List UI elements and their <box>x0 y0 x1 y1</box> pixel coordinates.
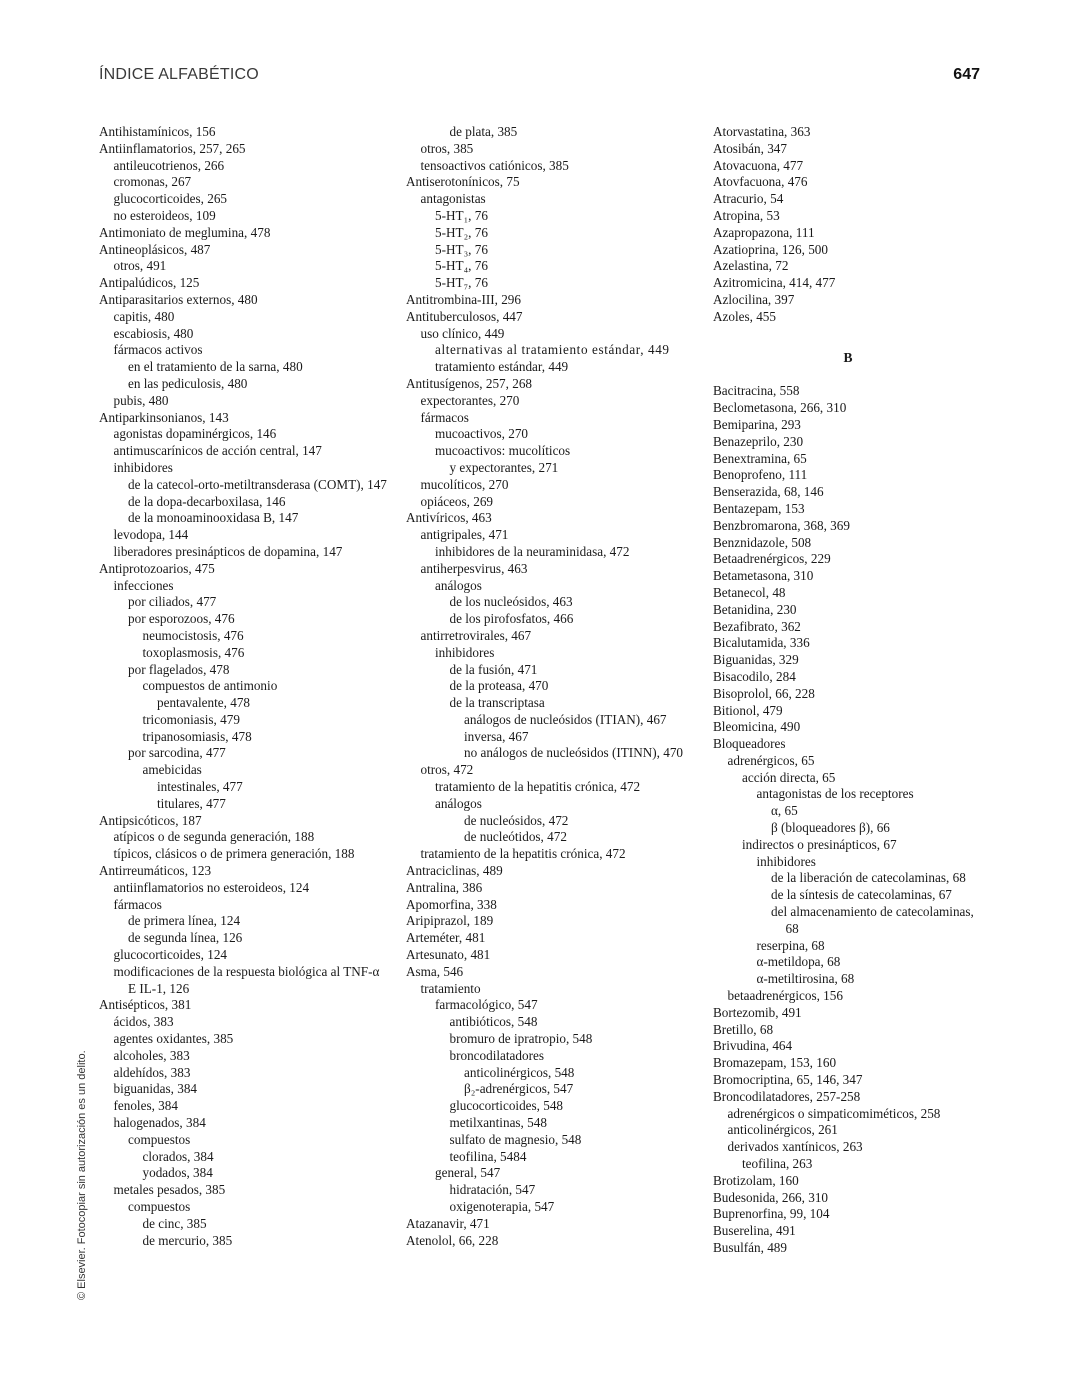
index-entry: Antirreumáticos, 123 <box>99 863 212 879</box>
index-entry: Bloqueadores <box>713 736 786 752</box>
index-entry: hidratación, 547 <box>449 1182 536 1198</box>
index-entry: Bitionol, 479 <box>713 702 783 718</box>
index-entry: intestinales, 477 <box>157 779 243 795</box>
index-entry: tripanosomiasis, 478 <box>142 728 252 744</box>
index-entry: de la catecol-orto-metiltransderasa (COMT), 147 <box>128 476 387 492</box>
index-entry: antiinflamatorios no esteroideos, 124 <box>113 879 310 895</box>
page-number: 647 <box>953 66 980 83</box>
index-entry: tratamiento <box>420 980 481 996</box>
index-entry: expectorantes, 270 <box>420 392 520 408</box>
index-entry: alternativas al tratamiento estándar, 449 <box>435 342 670 358</box>
index-entry: de mercurio, 385 <box>142 1232 233 1248</box>
index-entry: Biguanidas, 329 <box>713 652 799 668</box>
index-entry: Azapropazona, 111 <box>713 224 815 240</box>
index-entry: inversa, 467 <box>464 728 529 744</box>
index-entry: Benznidazole, 508 <box>713 534 812 550</box>
index-entry: de la liberación de catecolaminas, 68 <box>771 870 966 886</box>
index-entry: no esteroideos, 109 <box>113 207 216 223</box>
index-entry: Benextramina, 65 <box>713 450 807 466</box>
index-entry: Benzbromarona, 368, 369 <box>713 517 850 533</box>
index-entry: Antiinflamatorios, 257, 265 <box>99 140 246 156</box>
index-entry: bromuro de ipratropio, 548 <box>449 1031 593 1047</box>
index-entry: infecciones <box>113 577 174 593</box>
index-entry: Antitrombina-III, 296 <box>406 291 521 307</box>
index-entry: de segunda línea, 126 <box>128 930 243 946</box>
index-entry: aldehídos, 383 <box>113 1064 191 1080</box>
index-entry: por ciliados, 477 <box>128 594 217 610</box>
index-entry: Buprenorfina, 99, 104 <box>713 1206 830 1222</box>
index-entry: sulfato de magnesio, 548 <box>449 1131 582 1147</box>
index-entry: Antitusígenos, 257, 268 <box>406 375 533 391</box>
index-entry: Antiparasitarios externos, 480 <box>99 291 258 307</box>
index-entry: metales pesados, 385 <box>113 1182 226 1198</box>
index-entry: Benserazida, 68, 146 <box>713 484 824 500</box>
index-entry: Antiprotozoarios, 475 <box>99 560 215 576</box>
index-entry: mucoactivos, 270 <box>435 426 529 442</box>
index-entry: Antivíricos, 463 <box>406 510 492 526</box>
index-entry: de la transcriptasa <box>449 695 545 711</box>
index-entry: oxigenoterapia, 547 <box>449 1199 555 1214</box>
index-entry: Atovacuona, 477 <box>713 157 804 173</box>
index-entry: metilxantinas, 548 <box>449 1115 547 1131</box>
index-entry: fármacos activos <box>113 342 203 358</box>
index-entry: capitis, 480 <box>113 308 175 324</box>
index-entry: Bentazepam, 153 <box>713 500 805 516</box>
index-entry: opiáceos, 269 <box>420 493 494 509</box>
index-entry: biguanidas, 384 <box>113 1081 198 1097</box>
index-entry: y expectorantes, 271 <box>449 459 559 475</box>
index-entry: Asma, 546 <box>406 963 464 979</box>
index-entry: fenoles, 384 <box>113 1098 178 1114</box>
index-entry: Bacitracina, 558 <box>713 383 800 399</box>
index-entry: 5-HT₁, 76 <box>435 207 488 223</box>
index-entry: de cinc, 385 <box>142 1215 207 1231</box>
index-entry: compuestos <box>128 1131 191 1147</box>
index-entry: antimuscarínicos de acción central, 147 <box>113 443 322 459</box>
index-entry: antagonistas <box>420 191 486 207</box>
index-entry: glucocorticoides, 548 <box>449 1098 564 1114</box>
index-entry: teofilina, 5484 <box>449 1148 527 1164</box>
index-entry: toxoplasmosis, 476 <box>142 644 245 660</box>
index-entry: betaadrenérgicos, 156 <box>727 988 843 1004</box>
index-entry: β₂-adrenérgicos, 547 <box>464 1081 574 1097</box>
index-entry: no análogos de nucleósidos (ITINN), 470 <box>464 745 684 761</box>
index-entry: Atazanavir, 471 <box>406 1215 490 1231</box>
section-letter: B <box>843 349 853 365</box>
index-entry: otros, 472 <box>420 762 474 778</box>
index-entry: broncodilatadores <box>449 1047 544 1063</box>
index-entry: Azelastina, 72 <box>713 258 789 274</box>
index-entry: otros, 491 <box>113 258 167 274</box>
index-entry: de la fusión, 471 <box>449 661 538 677</box>
index-entry: análogos <box>435 577 482 593</box>
index-entry: del almacenamiento de catecolaminas, 68 <box>771 904 974 936</box>
index-entry: yodados, 384 <box>142 1165 213 1181</box>
index-entry: tensoactivos catiónicos, 385 <box>420 157 569 173</box>
index-entry: 5-HT₇, 76 <box>435 275 488 291</box>
index-entry: Bemiparina, 293 <box>713 416 801 432</box>
index-entry: compuestos <box>128 1199 191 1214</box>
index-entry: pubis, 480 <box>113 392 169 408</box>
index-entry: Azlocilina, 397 <box>713 291 795 307</box>
index-entry: Aripiprazol, 189 <box>406 913 494 929</box>
index-entry: típicos, clásicos o de primera generación, 188 <box>113 846 355 862</box>
index-entry: adrenérgicos o simpaticomiméticos, 258 <box>727 1105 941 1121</box>
index-entry: Bretillo, 68 <box>713 1021 774 1037</box>
index-entry: Benoprofeno, 111 <box>713 467 808 483</box>
index-entry: alcoholes, 383 <box>113 1047 190 1063</box>
index-entry: β (bloqueadores β), 66 <box>771 820 890 836</box>
index-entry: anticolinérgicos, 261 <box>727 1122 838 1138</box>
index-entry: α-metildopa, 68 <box>756 954 841 970</box>
index-entry: Brivudina, 464 <box>713 1038 793 1054</box>
index-entry: agentes oxidantes, 385 <box>113 1031 234 1047</box>
index-entry: Betanecol, 48 <box>713 584 786 600</box>
index-entry: general, 547 <box>435 1165 501 1181</box>
index-entry: mucolíticos, 270 <box>420 476 509 492</box>
index-entry: en el tratamiento de la sarna, 480 <box>128 359 303 375</box>
index-entry: de nucleósidos, 472 <box>464 812 569 828</box>
index-entry: Bisacodilo, 284 <box>713 668 796 684</box>
index-entry: antibióticos, 548 <box>449 1014 538 1030</box>
index-entry: 5-HT₃, 76 <box>435 241 488 257</box>
index-entry: Betametasona, 310 <box>713 568 814 584</box>
index-entry: Budesonida, 266, 310 <box>713 1189 829 1205</box>
index-entry: tricomoniasis, 479 <box>142 711 240 727</box>
index-entry: Antralina, 386 <box>406 879 483 895</box>
index-entry: Antiparkinsonianos, 143 <box>99 409 229 425</box>
index-entry: inhibidores <box>435 644 495 660</box>
index-entry: tratamiento estándar, 449 <box>435 359 569 375</box>
index-entry: Apomorfina, 338 <box>406 896 497 912</box>
index-entry: Bromazepam, 153, 160 <box>713 1055 837 1071</box>
index-entry: derivados xantínicos, 263 <box>727 1139 863 1155</box>
index-entry: antagonistas de los receptores <box>756 786 914 802</box>
index-entry: antirretrovirales, 467 <box>420 627 532 643</box>
index-entry: por flagelados, 478 <box>128 661 230 677</box>
index-entry: antileucotrienos, 266 <box>113 157 225 173</box>
index-entry: Atenolol, 66, 228 <box>406 1232 499 1248</box>
index-entry: de la proteasa, 470 <box>449 678 549 694</box>
index-entry: Antineoplásicos, 487 <box>99 241 211 257</box>
index-entry: farmacológico, 547 <box>435 997 538 1013</box>
index-entry: Antituberculosos, 447 <box>406 308 523 324</box>
index-entry: fármacos <box>420 409 469 425</box>
index-entry: acción directa, 65 <box>742 769 836 785</box>
index-entry: neumocistosis, 476 <box>142 627 244 643</box>
index-entry: Azoles, 455 <box>713 308 776 324</box>
index-entry: Antihistamínicos, 156 <box>99 124 216 139</box>
index-entry: modificaciones de la respuesta biológica al TNF-α E IL-1, 126 <box>113 963 380 996</box>
index-entry: de nucleótidos, 472 <box>464 829 567 845</box>
index-entry: reserpina, 68 <box>756 937 825 953</box>
index-entry: Buserelina, 491 <box>713 1223 796 1239</box>
index-entry: clorados, 384 <box>142 1148 214 1164</box>
index-entry: Betaadrenérgicos, 229 <box>713 551 831 567</box>
index-entry: anticolinérgicos, 548 <box>464 1064 575 1080</box>
index-entry: Antimoniato de meglumina, 478 <box>99 224 271 240</box>
index-entry: amebicidas <box>142 762 202 778</box>
index-entry: de los nucleósidos, 463 <box>449 594 573 610</box>
index-entry: Bromocriptina, 65, 146, 347 <box>713 1072 863 1088</box>
index-entry: adrenérgicos, 65 <box>727 752 815 768</box>
index-entry: glucocorticoides, 124 <box>113 947 228 963</box>
index-entry: Antipalúdicos, 125 <box>99 275 200 291</box>
index-entry: agonistas dopaminérgicos, 146 <box>113 426 277 442</box>
index-entry: Broncodilatadores, 257-258 <box>713 1088 861 1104</box>
index-entry: levodopa, 144 <box>113 527 189 543</box>
index-entry: pentavalente, 478 <box>157 695 251 711</box>
index-column-2 <box>406 124 696 1249</box>
index-entry: inhibidores <box>756 853 816 869</box>
index-entry: Azitromicina, 414, 477 <box>713 275 836 291</box>
index-entry: ácidos, 383 <box>113 1014 174 1030</box>
index-entry: Atracurio, 54 <box>713 191 784 207</box>
index-entry: Antisépticos, 381 <box>99 997 192 1013</box>
index-entry: tratamiento de la hepatitis crónica, 472 <box>435 779 641 795</box>
index-entry: α-metiltirosina, 68 <box>756 971 855 987</box>
index-entry: Antraciclinas, 489 <box>406 863 503 879</box>
index-entry: por sarcodina, 477 <box>128 745 226 761</box>
index-entry: antigripales, 471 <box>420 527 509 543</box>
index-entry: Busulfán, 489 <box>713 1240 787 1255</box>
index-entry: 5-HT₄, 76 <box>435 258 488 274</box>
index-entry: Artesunato, 481 <box>406 947 491 963</box>
index-entry: Atosibán, 347 <box>713 140 787 156</box>
index-entry: uso clínico, 449 <box>420 325 505 341</box>
index-entry: en las pediculosis, 480 <box>128 375 248 391</box>
index-entry: tratamiento de la hepatitis crónica, 472 <box>420 846 626 862</box>
index-entry: Bicalutamida, 336 <box>713 635 810 651</box>
index-entry: Azatioprina, 126, 500 <box>713 241 828 257</box>
index-entry: de la dopa-decarboxilasa, 146 <box>128 493 286 509</box>
index-entry: Atropina, 53 <box>713 207 780 223</box>
index-entry: análogos de nucleósidos (ITIAN), 467 <box>464 711 667 727</box>
index-entry: escabiosis, 480 <box>113 325 194 341</box>
index-entry: Betanidina, 230 <box>713 601 797 617</box>
index-entry: de plata, 385 <box>449 124 518 139</box>
index-entry: Atovfacuona, 476 <box>713 174 808 190</box>
index-column-3 <box>713 124 983 1257</box>
index-entry: 5-HT₂, 76 <box>435 224 488 240</box>
index-entry: Brotizolam, 160 <box>713 1172 799 1188</box>
index-entry: Beclometasona, 266, 310 <box>713 400 847 416</box>
index-column-1 <box>99 124 389 1249</box>
index-entry: compuestos de antimonio <box>142 678 278 694</box>
index-entry: inhibidores <box>113 459 173 475</box>
running-header-title: ÍNDICE ALFABÉTICO <box>99 66 259 83</box>
index-entry: Bisoprolol, 66, 228 <box>713 685 815 701</box>
index-entry: por esporozoos, 476 <box>128 611 235 627</box>
index-entry: halogenados, 384 <box>113 1115 206 1131</box>
index-entry: cromonas, 267 <box>113 174 192 190</box>
index-entry: glucocorticoides, 265 <box>113 191 228 207</box>
index-entry: análogos <box>435 795 482 811</box>
index-entry: de la monoaminooxidasa B, 147 <box>128 510 299 526</box>
index-entry: inhibidores de la neuraminidasa, 472 <box>435 543 630 559</box>
index-entry: antiherpesvirus, 463 <box>420 560 528 576</box>
index-entry: Antiserotonínicos, 75 <box>406 174 520 190</box>
index-entry: Antipsicóticos, 187 <box>99 812 202 828</box>
index-entry: teofilina, 263 <box>742 1156 813 1172</box>
index-entry: de la síntesis de catecolaminas, 67 <box>771 887 952 903</box>
index-entry: liberadores presinápticos de dopamina, 147 <box>113 543 343 559</box>
index-entry: Bortezomib, 491 <box>713 1004 802 1020</box>
index-entry: Bleomicina, 490 <box>713 719 801 735</box>
index-entry: Arteméter, 481 <box>406 930 486 946</box>
index-entry: atípicos o de segunda generación, 188 <box>113 829 315 845</box>
index-entry: otros, 385 <box>420 140 474 156</box>
index-entry: titulares, 477 <box>157 795 226 811</box>
index-entry: de primera línea, 124 <box>128 913 241 929</box>
index-entry: Benazeprilo, 230 <box>713 433 804 449</box>
index-entry: fármacos <box>113 896 162 912</box>
index-entry: Bezafibrato, 362 <box>713 618 801 634</box>
index-entry: α, 65 <box>771 803 798 819</box>
copyright-notice: © Elsevier. Fotocopiar sin autorización es un delito. <box>76 1050 88 1300</box>
index-entry: indirectos o presinápticos, 67 <box>742 836 897 852</box>
index-entry: Atorvastatina, 363 <box>713 124 811 139</box>
index-entry: de los pirofosfatos, 466 <box>449 611 574 627</box>
index-entry: mucoactivos: mucolíticos <box>435 443 571 459</box>
